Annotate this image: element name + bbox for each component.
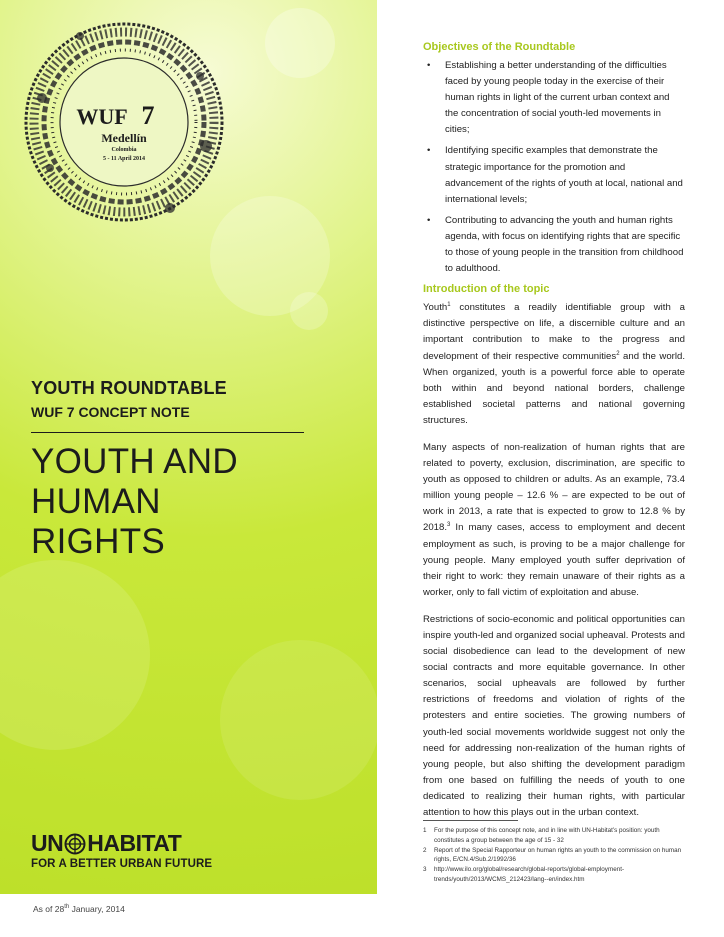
- objectives-list: [423, 58, 685, 277]
- intro-heading: Introduction of the topic: [423, 283, 550, 296]
- title-youth-roundtable: YOUTH ROUNDTABLE: [31, 378, 227, 398]
- wuf7-emblem: [20, 18, 228, 226]
- title-divider: [31, 432, 304, 433]
- headline-line-2: HUMAN RIGHTS: [31, 482, 166, 561]
- list-item: • Contributing to advancing the youth and human rights agenda, with focus on identifying rights that are specific to those of young people in the transition from childhood to adulthood.: [423, 213, 685, 277]
- footnote-2: 2 Report of the Special Rapporteur on human rights an youth to the commission on human rights, E/CN.4/Sub.2/1992/36: [423, 846, 682, 864]
- footnote-ref-2: 2: [616, 350, 620, 357]
- logo-tagline: FOR A BETTER URBAN FUTURE: [31, 858, 213, 870]
- intro-paragraph-2: Many aspects of non-realization of human rights that are related to poverty, exclusion, discrimination, are specific to youth as opposed to children or adults. As an example, 73.4 million young people – 12.6 % – are expected to be out of work in 2013, a rate that is expected to grow to 12.8 % by 2018.$^3$ In many cases, access to employment and decent employment as such, is proving to be a major challenge for young people. Many employed youth suffer deprivation of their right to work: they remain unaware of their rights as a worker, only to fall victim of exploitation and abuse.: [423, 441, 685, 598]
- emblem-brand-number: 7: [141, 101, 155, 130]
- decor-circle: [220, 640, 377, 800]
- objectives-heading: Objectives of the Roundtable: [423, 41, 576, 53]
- footnote-3: 3 http://www.ilo.org/global/research/global-reports/global-employment-trends/youth/2013/WCMS_212423/lang--en/index.htm: [423, 866, 625, 883]
- intro-paragraph-1: Youth$^1$ constitutes a readily identifiable group with a distinctive perspective on life, a discernible culture and an important contribution to make to the progress and development of their respective communities$^2$ and the world. When organized, youth is a powerful force able to operate both within and beyond national borders, challenge established societal patterns and national governing structures.: [423, 302, 685, 426]
- footnote-ref-1: 1: [447, 302, 451, 309]
- emblem-country: Colombia: [111, 147, 137, 153]
- intro-paragraph-3: Restrictions of socio-economic and political opportunities can inspire youth-led and organized social upheaval. Protests and social disobedience can lead to the development of new social contracts and more equitable governance. In other scenarios, social upheavals are followed by further restrictions of freedoms and violation of rights of the protesters and entire societies. The growing numbers of youth-led social movements worldwide suggest not only the need for addressing non-realization of the human rights of young people, but also shifting the development paradigm from one based on fulfilling the needs of youth to one dedicated to realizing their human rights, with particular attention to how this plays out in the urban context.: [423, 613, 685, 819]
- footnote-1: 1 For the purpose of this concept note, and in line with UN-Habitat’s position: youth constitutes a group between the age of 15 - 32: [423, 827, 660, 844]
- logo-suffix: HABITAT: [87, 830, 182, 856]
- footnote-ref-3: 3: [447, 522, 451, 529]
- emblem-brand: WUF: [76, 104, 128, 129]
- date-note: As of 28th January, 2014: [33, 904, 125, 914]
- footnotes: [423, 826, 688, 885]
- list-item: • Identifying specific examples that demonstrate the strategic importance for the promotion and advancement of the rights of youth at local, national and international levels;: [423, 143, 685, 207]
- un-habitat-logo: [31, 830, 212, 870]
- logo-prefix: UN: [31, 830, 64, 856]
- un-emblem-icon: [64, 833, 86, 855]
- cover-titles: [31, 378, 304, 562]
- footnote-divider: [423, 820, 518, 821]
- content-column: [423, 40, 685, 832]
- headline-line-1: YOUTH AND: [31, 442, 238, 481]
- decor-circle: [265, 8, 335, 78]
- list-item: • Establishing a better understanding of the difficulties faced by young people today in the exercise of their human rights in light of the current urban context and the concentration of social youth-led movements in cities;: [423, 58, 685, 138]
- cover-panel: [0, 0, 377, 894]
- emblem-dates: 5 - 11 April 2014: [102, 156, 146, 162]
- title-concept-note: WUF 7 CONCEPT NOTE: [31, 404, 190, 420]
- decor-circle: [290, 292, 328, 330]
- decor-circle: [0, 560, 150, 750]
- emblem-city: Medellín: [101, 131, 147, 145]
